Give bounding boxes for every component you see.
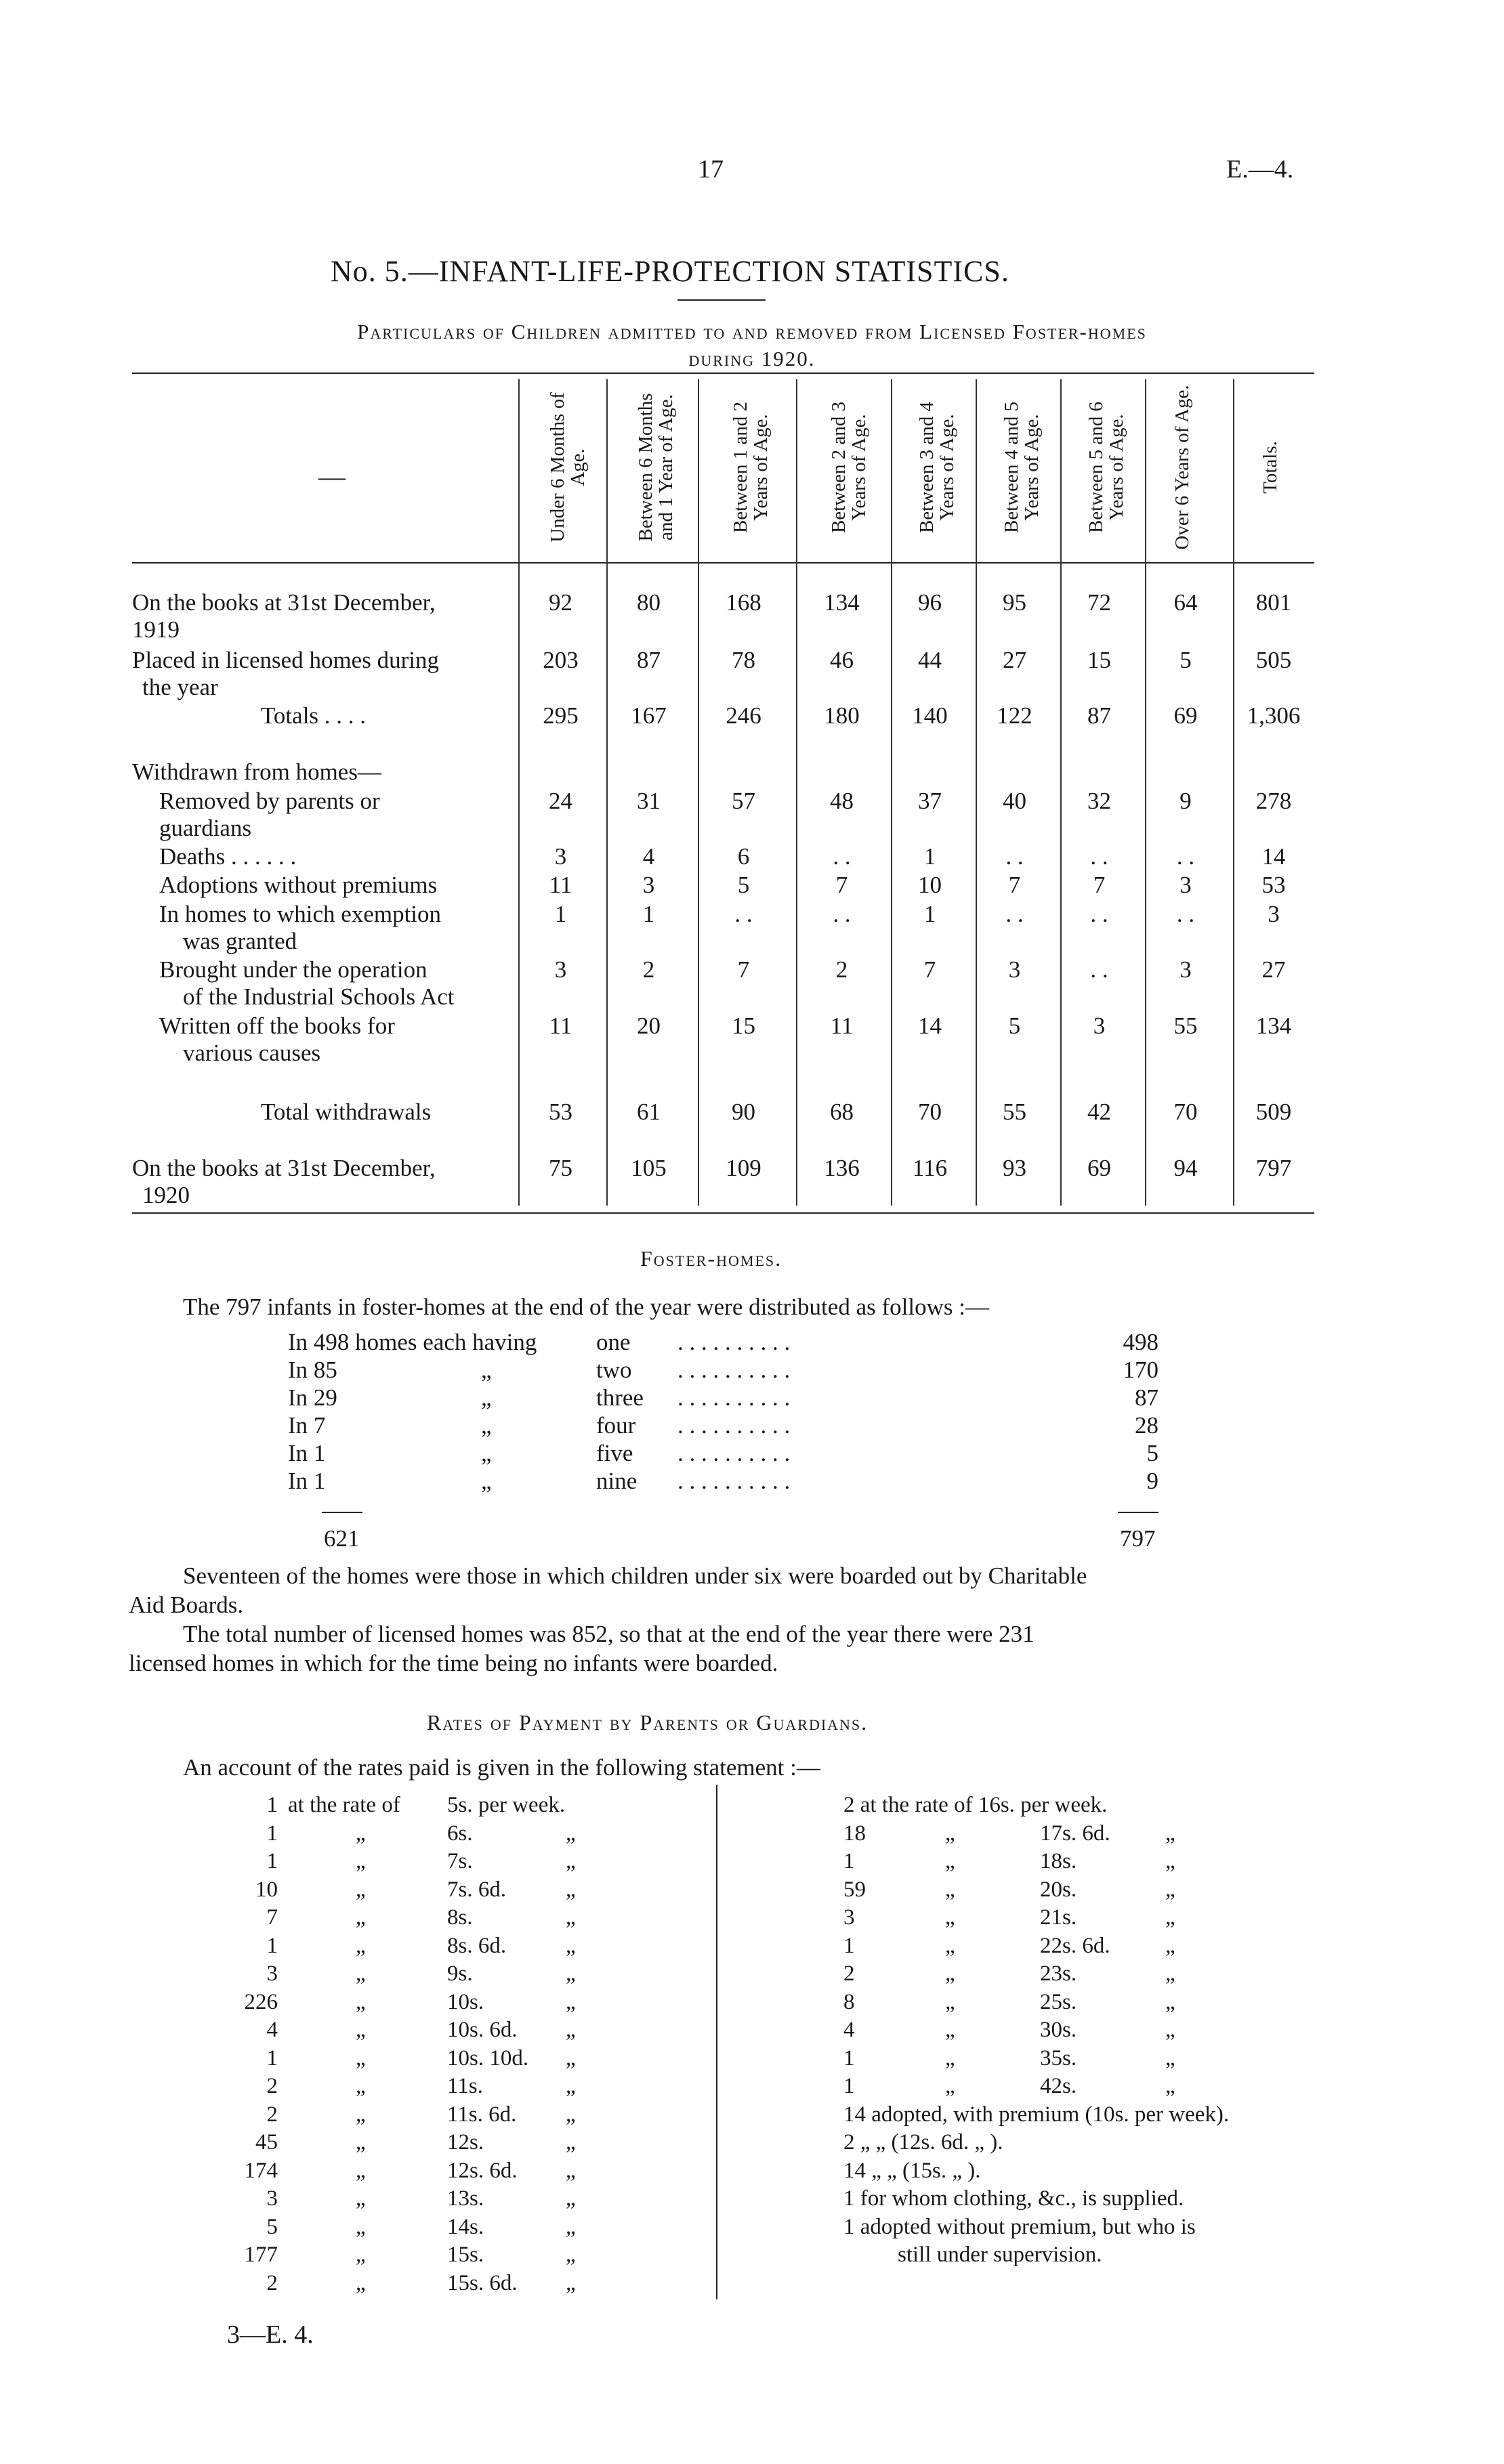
rate-ditto: „ (356, 1849, 366, 1873)
rate-ditto: „ (1165, 1961, 1175, 1986)
rate-count: 7 (266, 1905, 278, 1930)
rates-divider (716, 1785, 717, 2299)
row-label-continued: the year (142, 674, 218, 700)
rate-ditto: „ (1165, 2018, 1175, 2042)
table-cell: 6 (737, 843, 750, 870)
row-label-continued: was granted (183, 928, 297, 954)
foster-prefix: In 29 (288, 1384, 337, 1411)
row-label: Total withdrawals (261, 1099, 432, 1125)
table-cell: 93 (1003, 1155, 1026, 1181)
rate-count: 10 (255, 1877, 278, 1902)
table-cell: 5 (1008, 1013, 1021, 1039)
row-label-continued: of the Industrial Schools Act (183, 983, 455, 1010)
table-cell: 57 (732, 788, 755, 814)
rate-amount: 20s. (1040, 1877, 1077, 1902)
rate-amount: 11s. (447, 2074, 483, 2098)
rate-note: still under supervision. (898, 2243, 1102, 2267)
rate-amount: 42s. (1040, 2074, 1077, 2098)
foster-count-word: nine (596, 1468, 638, 1494)
foster-para-1a: Seventeen of the homes were those in which children under six were boarded out by Charitable (183, 1563, 1087, 1589)
table-cell: 72 (1087, 589, 1111, 616)
foster-leaders: . . . . . . . . . . (677, 1412, 791, 1439)
table-cell: 4 (642, 843, 655, 870)
row-label-continued: 1920 (142, 1182, 190, 1208)
table-cell: 40 (1003, 788, 1026, 814)
table-cell: . . (1090, 956, 1108, 983)
rate-amount: 10s. 10d. (447, 2045, 529, 2070)
table-cell: 10 (918, 872, 942, 898)
rate-note: 2 at the rate of 16s. per week. (843, 1793, 1108, 1817)
table-cell: 94 (1173, 1155, 1198, 1181)
rate-amount: 25s. (1040, 1989, 1077, 2014)
foster-ditto: „ (481, 1468, 492, 1494)
table-cell: 1 (923, 901, 936, 927)
rate-ditto: „ (566, 1849, 576, 1873)
table-cell: 1 (642, 901, 655, 927)
rate-ditto: „ (945, 2074, 955, 2098)
rate-count: 2 (843, 1961, 855, 1986)
subtitle-line-2: during 1920. (688, 347, 816, 370)
foster-total: 170 (1123, 1357, 1158, 1383)
rate-ditto: „ (356, 1905, 366, 1930)
rate-ditto: „ (566, 2214, 576, 2239)
rate-ditto: „ (356, 2130, 366, 2154)
foster-ditto: „ (481, 1384, 492, 1411)
row-label-continued: various causes (183, 1040, 321, 1066)
table-cell: 167 (631, 702, 667, 729)
rate-count: 177 (244, 2243, 278, 2267)
table-cell: 37 (918, 788, 942, 814)
table-cell: 95 (1003, 589, 1026, 616)
table-cell: 9 (1179, 788, 1192, 814)
rate-count: 2 (266, 2102, 278, 2127)
table-cell: . . (1176, 843, 1195, 870)
table-cell: 122 (997, 702, 1032, 729)
rate-amount: 15s. (447, 2243, 484, 2267)
table-cell: 53 (1261, 872, 1286, 898)
rate-ditto: „ (945, 1989, 955, 2014)
rate-ditto: „ (566, 2130, 576, 2154)
table-cell: 278 (1255, 788, 1292, 814)
row-label: Deaths . . . . . . (159, 843, 297, 870)
foster-prefix: In 7 (288, 1412, 326, 1439)
table-cell: 87 (637, 647, 661, 673)
rate-amount: 18s. (1040, 1849, 1077, 1873)
table-cell: 7 (923, 956, 936, 983)
rate-ditto: „ (1165, 1905, 1175, 1930)
table-cell: 1 (554, 901, 567, 927)
withdrawn-heading: Withdrawn from homes— (132, 759, 381, 785)
rate-ditto: „ (566, 2102, 576, 2127)
table-cell: 7 (737, 956, 750, 983)
table-cell: 797 (1255, 1155, 1292, 1181)
table-cell: . . (1005, 901, 1024, 927)
rate-count: 1 (843, 2074, 855, 2098)
rate-ditto: „ (1165, 1933, 1175, 1958)
table-cell: 64 (1173, 589, 1198, 616)
table-top-rule (132, 373, 1314, 374)
row-label-continued: 1919 (132, 616, 180, 643)
rate-ditto: „ (566, 2045, 576, 2070)
table-cell: . . (1176, 901, 1195, 927)
rate-note: 2 „ „ (12s. 6d. „ ). (843, 2130, 1003, 2154)
table-cell: 7 (835, 872, 848, 898)
table-cell: 55 (1003, 1099, 1026, 1125)
table-cell: 116 (912, 1155, 948, 1181)
rate-note: 1 for whom clothing, &c., is supplied. (843, 2186, 1184, 2211)
rate-count: 3 (843, 1905, 855, 1930)
foster-intro: The 797 infants in foster-homes at the end of the year were distributed as follows :— (183, 1294, 989, 1320)
foster-sum-infants: 797 (1120, 1525, 1156, 1552)
rate-count: 1 (843, 1849, 855, 1873)
foster-total: 87 (1135, 1384, 1158, 1411)
column-header-5: Between 3 and 4 Years of Age. (915, 401, 958, 534)
rate-ditto: „ (356, 2102, 366, 2127)
column-header-2: Between 6 Months and 1 Year of Age. (634, 393, 677, 542)
table-cell: 42 (1087, 1099, 1111, 1125)
rate-ditto: „ (356, 2214, 366, 2239)
foster-total: 9 (1146, 1468, 1158, 1494)
table-cell: . . (1090, 901, 1108, 927)
table-cell: 92 (549, 589, 572, 616)
table-cell: 48 (830, 788, 854, 814)
table-cell: . . (1005, 843, 1024, 870)
foster-leaders: . . . . . . . . . . (677, 1468, 791, 1494)
rate-amount: 13s. (447, 2186, 484, 2211)
foster-leaders: . . . . . . . . . . (677, 1440, 791, 1466)
foster-total: 28 (1135, 1412, 1158, 1439)
title-rule (677, 299, 766, 301)
table-cell: 61 (637, 1099, 661, 1125)
rate-count: 4 (266, 2018, 278, 2042)
column-header-3: Between 1 and 2 Years of Age. (729, 401, 772, 534)
rate-ditto: „ (356, 2018, 366, 2042)
row-label-continued: guardians (159, 815, 252, 841)
table-cell: 5 (1179, 647, 1192, 673)
table-cell: 295 (543, 702, 579, 729)
foster-prefix: In 1 (288, 1468, 326, 1494)
column-header-8: Over 6 Years of Age. (1171, 385, 1193, 550)
table-cell: 46 (830, 647, 854, 673)
rate-ditto: „ (945, 2045, 955, 2070)
rate-ditto: „ (356, 2243, 366, 2267)
table-cell: 55 (1173, 1013, 1198, 1039)
foster-prefix: In 498 homes each having (288, 1329, 537, 1355)
table-cell: 68 (830, 1099, 854, 1125)
rate-count: 8 (843, 1989, 855, 2014)
foster-para-2b: licensed homes in which for the time being no infants were boarded. (129, 1650, 778, 1676)
table-cell: 32 (1087, 788, 1111, 814)
rate-ditto: „ (566, 1961, 576, 1986)
rate-ditto: „ (566, 2074, 576, 2098)
foster-para-2a: The total number of licensed homes was 852, so that at the end of the year there were 231 (183, 1621, 1035, 1647)
foster-ditto: „ (481, 1412, 492, 1439)
rate-note: 1 adopted without premium, but who is (843, 2214, 1196, 2239)
table-cell: 5 (737, 872, 750, 898)
rate-ditto: „ (945, 1933, 955, 1958)
rate-count: 1 (266, 1849, 278, 1873)
footer-signature: 3—E. 4. (227, 2320, 314, 2349)
table-cell: 2 (835, 956, 848, 983)
rates-intro: An account of the rates paid is given in the following statement :— (183, 1754, 820, 1781)
rate-ditto: „ (1165, 1877, 1175, 1902)
rate-amount: 30s. (1040, 2018, 1077, 2042)
rate-count: 59 (843, 1877, 866, 1902)
rate-amount: 5s. per week. (447, 1793, 566, 1817)
rate-amount: 12s. 6d. (447, 2158, 518, 2183)
rate-amount: 8s. 6d. (447, 1933, 507, 1958)
rate-ditto: „ (945, 2018, 955, 2042)
table-cell: 78 (732, 647, 755, 673)
rate-ditto: „ (566, 2270, 576, 2295)
table-cell: 15 (1087, 647, 1111, 673)
rate-count: 4 (843, 2018, 855, 2042)
table-cell: 3 (1179, 872, 1192, 898)
table-cell: 2 (642, 956, 655, 983)
column-header-1: Under 6 Months of Age. (546, 392, 589, 543)
table-cell: 801 (1255, 589, 1292, 616)
table-cell: . . (833, 843, 851, 870)
rate-ditto: „ (566, 1989, 576, 2014)
rate-ditto: „ (945, 1821, 955, 1846)
table-cell: 90 (732, 1099, 755, 1125)
table-cell: 134 (824, 589, 860, 616)
foster-infants-sum-rule (1118, 1512, 1158, 1513)
rate-amount: 10s. (447, 1989, 484, 2014)
table-cell: 20 (637, 1013, 661, 1039)
foster-total: 5 (1146, 1440, 1158, 1466)
rate-amount: 12s. (447, 2130, 484, 2154)
document-code: E.—4. (1226, 155, 1294, 184)
table-cell: 109 (726, 1155, 761, 1181)
rate-ditto: „ (1165, 1821, 1175, 1846)
rate-note: 14 adopted, with premium (10s. per week). (843, 2102, 1230, 2127)
table-cell: 69 (1087, 1155, 1111, 1181)
rate-count: 1 (843, 1933, 855, 1958)
rate-amount: 8s. (447, 1905, 473, 1930)
row-label: In homes to which exemption (159, 901, 442, 927)
rate-count: 1 (266, 1933, 278, 1958)
rate-ditto: „ (566, 2158, 576, 2183)
table-cell: . . (833, 901, 851, 927)
table-cell: 69 (1173, 702, 1198, 729)
table-cell: 87 (1087, 702, 1111, 729)
foster-count-word: one (596, 1329, 631, 1355)
rate-ditto: „ (1165, 2074, 1175, 2098)
column-header-7: Between 5 and 6 Years of Age. (1085, 401, 1127, 534)
table-cell: 140 (912, 702, 948, 729)
row-label: Adoptions without premiums (159, 872, 438, 898)
table-cell: 168 (726, 589, 761, 616)
rate-ditto: „ (356, 1933, 366, 1958)
rate-ditto: „ (356, 2074, 366, 2098)
rate-ditto: „ (356, 2186, 366, 2211)
rate-count: 226 (244, 1989, 278, 2014)
table-cell: 3 (1093, 1013, 1106, 1039)
rate-count: 45 (255, 2130, 278, 2154)
foster-leaders: . . . . . . . . . . (677, 1329, 791, 1355)
column-header-6: Between 4 and 5 Years of Age. (1000, 401, 1043, 534)
row-label: Placed in licensed homes during (132, 647, 439, 673)
rate-count: 1 (266, 2045, 278, 2070)
rate-ditto: „ (356, 1961, 366, 1986)
rate-amount: 22s. 6d. (1040, 1933, 1110, 1958)
table-header-rule (132, 562, 1314, 564)
rate-amount: 11s. 6d. (447, 2102, 517, 2127)
rate-ditto: „ (566, 1933, 576, 1958)
foster-prefix: In 85 (288, 1357, 337, 1383)
table-cell: 24 (549, 788, 572, 814)
stub-dash: — (318, 461, 346, 492)
rate-count: 3 (266, 1961, 278, 1986)
rate-ditto: „ (566, 2018, 576, 2042)
table-cell: 180 (824, 702, 860, 729)
table-bottom-rule (132, 1212, 1314, 1214)
rate-ditto: „ (566, 1905, 576, 1930)
foster-leaders: . . . . . . . . . . (677, 1384, 791, 1411)
table-cell: 3 (1268, 901, 1280, 927)
rate-ditto: „ (1165, 1849, 1175, 1873)
table-cell: 11 (549, 872, 572, 898)
column-header-4: Between 2 and 3 Years of Age. (827, 401, 870, 534)
rate-ditto: „ (566, 1877, 576, 1902)
table-cell: 1,306 (1247, 702, 1301, 729)
rate-count: 5 (266, 2214, 278, 2239)
table-cell: 11 (549, 1013, 572, 1039)
rate-count: 1 (266, 1793, 278, 1817)
rate-amount: 6s. (447, 1821, 473, 1846)
rate-amount: 14s. (447, 2214, 484, 2239)
rate-count: 2 (266, 2074, 278, 2098)
table-cell: 509 (1255, 1099, 1292, 1125)
foster-count-word: three (596, 1384, 644, 1411)
rate-ditto: „ (356, 2158, 366, 2183)
subtitle-line-1: Particulars of Children admitted to and removed from Licensed Foster-homes (357, 320, 1147, 343)
row-label: Written off the books for (159, 1013, 395, 1039)
rate-amount: 7s. (447, 1849, 473, 1873)
rate-ditto: „ (945, 1961, 955, 1986)
table-cell: 14 (918, 1013, 942, 1039)
rate-amount: 10s. 6d. (447, 2018, 518, 2042)
foster-leaders: . . . . . . . . . . (677, 1357, 791, 1383)
foster-prefix: In 1 (288, 1440, 326, 1466)
rate-amount: 17s. 6d. (1040, 1821, 1110, 1846)
rate-ditto: „ (1165, 1989, 1175, 2014)
rate-count: 18 (843, 1821, 866, 1846)
row-label: Removed by parents or (159, 788, 380, 814)
foster-count-word: five (596, 1440, 633, 1466)
table-cell: . . (1090, 843, 1108, 870)
foster-sum-homes: 621 (324, 1525, 360, 1552)
rate-count: 174 (244, 2158, 278, 2183)
foster-homes-sum-rule (322, 1512, 362, 1513)
table-cell: 3 (554, 843, 567, 870)
rate-ditto: „ (356, 1877, 366, 1902)
rate-ditto: „ (566, 2243, 576, 2267)
row-label: Totals . . . . (261, 702, 367, 729)
table-cell: 75 (549, 1155, 572, 1181)
table-cell: 3 (1179, 956, 1192, 983)
rate-amount: 7s. 6d. (447, 1877, 507, 1902)
page-number: 17 (698, 155, 724, 184)
rate-ditto: „ (566, 2186, 576, 2211)
rate-count: 1 (843, 2045, 855, 2070)
rate-count: 1 (266, 1821, 278, 1846)
rate-ditto: „ (356, 1821, 366, 1846)
table-cell: 136 (824, 1155, 860, 1181)
foster-ditto: „ (481, 1357, 492, 1383)
row-label: On the books at 31st December, (132, 1155, 436, 1181)
rate-ditto: „ (356, 2045, 366, 2070)
rate-ditto: „ (945, 1877, 955, 1902)
rate-ditto: „ (945, 1905, 955, 1930)
table-cell: 70 (1173, 1099, 1198, 1125)
rate-phrase: at the rate of (288, 1793, 400, 1817)
rate-amount: 23s. (1040, 1961, 1077, 1986)
foster-heading: Foster-homes. (640, 1246, 782, 1271)
foster-total: 498 (1123, 1329, 1158, 1355)
foster-ditto: „ (481, 1440, 492, 1466)
row-label: Brought under the operation (159, 956, 427, 983)
table-cell: 134 (1255, 1013, 1292, 1039)
rate-ditto: „ (566, 1821, 576, 1846)
foster-para-1b: Aid Boards. (129, 1592, 244, 1618)
table-cell: 246 (726, 702, 761, 729)
column-header-9: Totals. (1259, 441, 1281, 494)
table-cell: 53 (549, 1099, 572, 1125)
row-label: On the books at 31st December, (132, 589, 436, 616)
rate-count: 2 (266, 2270, 278, 2295)
rate-amount: 9s. (447, 1961, 473, 1986)
rate-ditto: „ (945, 1849, 955, 1873)
table-cell: 11 (830, 1013, 854, 1039)
rate-ditto: „ (1165, 2045, 1175, 2070)
table-cell: 80 (637, 589, 661, 616)
table-cell: 1 (923, 843, 936, 870)
foster-count-word: four (596, 1412, 636, 1439)
rate-ditto: „ (356, 1989, 366, 2014)
rates-heading: Rates of Payment by Parents or Guardians. (427, 1710, 869, 1735)
table-cell: 44 (918, 647, 942, 673)
table-cell: 7 (1093, 872, 1106, 898)
table-cell: 3 (1008, 956, 1021, 983)
table-cell: 14 (1261, 843, 1286, 870)
rate-amount: 21s. (1040, 1905, 1077, 1930)
rate-amount: 35s. (1040, 2045, 1077, 2070)
table-cell: 70 (918, 1099, 942, 1125)
foster-count-word: two (596, 1357, 632, 1383)
rate-ditto: „ (356, 2270, 366, 2295)
table-cell: 15 (732, 1013, 755, 1039)
table-cell: 3 (642, 872, 655, 898)
rate-note: 14 „ „ (15s. „ ). (843, 2158, 981, 2183)
table-cell: 27 (1261, 956, 1286, 983)
table-cell: . . (734, 901, 753, 927)
rate-count: 3 (266, 2186, 278, 2211)
table-cell: 203 (543, 647, 579, 673)
table-cell: 3 (554, 956, 567, 983)
table-cell: 27 (1003, 647, 1026, 673)
table-cell: 96 (918, 589, 942, 616)
table-cell: 505 (1255, 647, 1292, 673)
page-title: No. 5.—INFANT-LIFE-PROTECTION STATISTICS. (331, 255, 1009, 288)
rate-amount: 15s. 6d. (447, 2270, 518, 2295)
table-cell: 31 (637, 788, 661, 814)
table-cell: 7 (1008, 872, 1021, 898)
subtitle (68, 318, 1436, 373)
table-cell: 105 (631, 1155, 667, 1181)
